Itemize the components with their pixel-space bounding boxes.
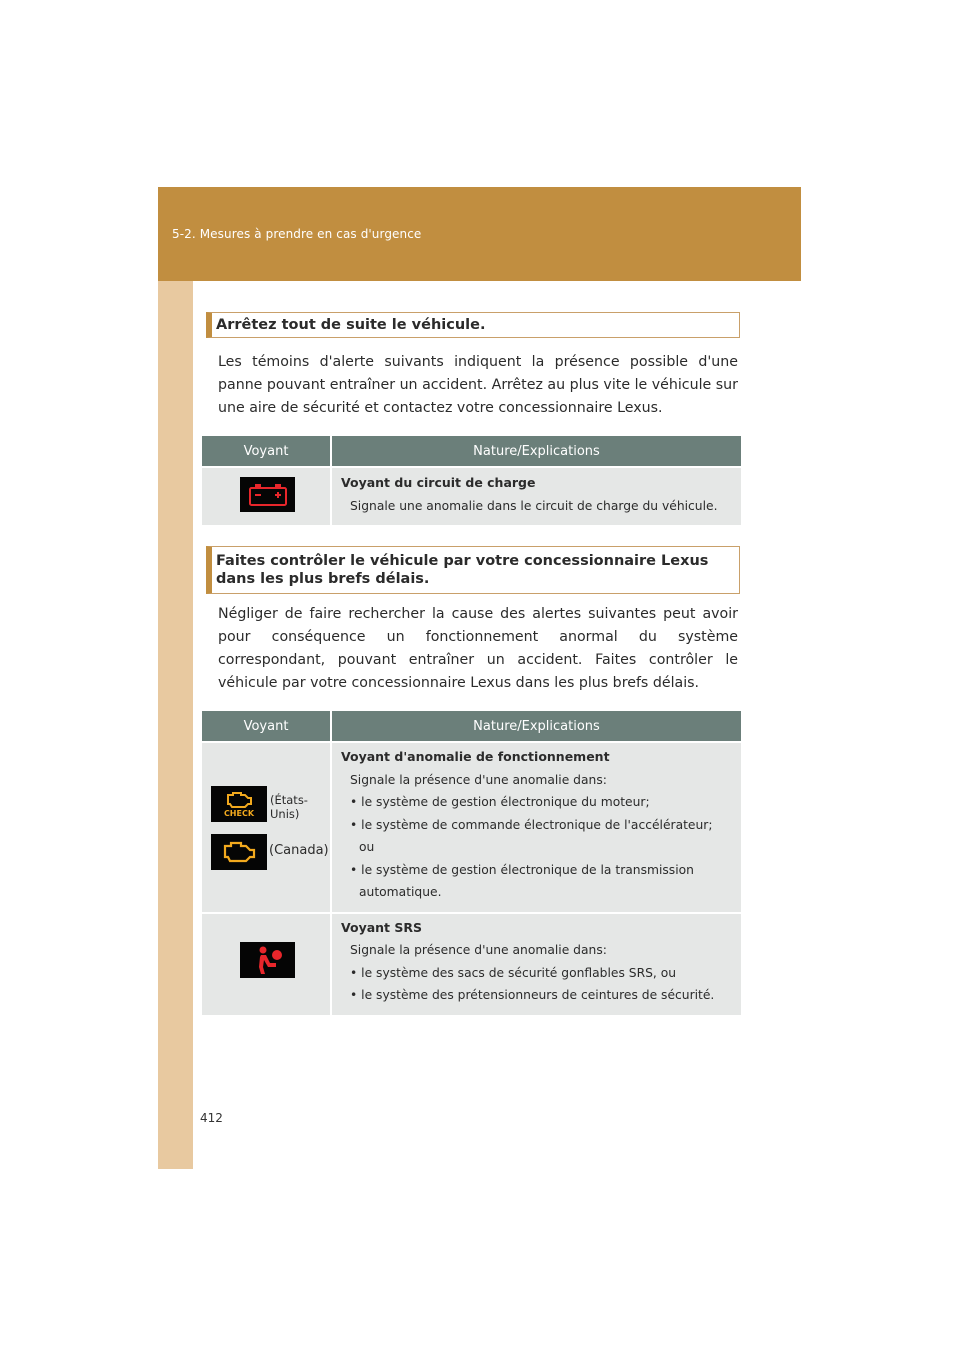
list-item: • le système des prétensionneurs de ceintures de sécurité. bbox=[350, 988, 715, 1002]
check-engine-icon bbox=[211, 786, 267, 822]
section-heading-check: Faites contrôler le véhicule par votre concessionnaire Lexus dans les plus brefs délais. bbox=[206, 546, 740, 594]
lamp-title: Voyant du circuit de charge bbox=[341, 475, 536, 490]
list-item-continuation: automatique. bbox=[359, 885, 442, 899]
list-item-continuation: ou bbox=[359, 840, 375, 854]
table-header-voyant: Voyant bbox=[202, 711, 331, 742]
region-label-canada: (Canada) bbox=[269, 843, 329, 858]
table-row bbox=[202, 913, 741, 1015]
section-paragraph-check: Négliger de faire rechercher la cause des alertes suivantes peut avoir pour conséquence un fonctionnement anormal du système correspondant, pouvant entraîner un accident. Faites contrôler le véhicule par votre concessionnaire Lexus dans les plus brefs délais. bbox=[218, 606, 738, 691]
list-item: • le système de gestion électronique de la transmission bbox=[350, 862, 694, 877]
icon-cell bbox=[202, 467, 331, 525]
description-cell bbox=[331, 913, 741, 1015]
check-text: CHECK bbox=[223, 808, 255, 818]
srs-airbag-icon bbox=[240, 942, 295, 978]
region-label-us: (États-Unis) bbox=[270, 793, 308, 821]
description-cell bbox=[331, 467, 741, 525]
side-margin-band bbox=[158, 281, 193, 1169]
lamp-description: Signale une anomalie dans le circuit de charge du véhicule. bbox=[350, 498, 718, 513]
table-row bbox=[202, 742, 741, 913]
chapter-header bbox=[158, 187, 801, 281]
lamp-intro: Signale la présence d'une anomalie dans: bbox=[350, 943, 607, 957]
icon-cell bbox=[202, 742, 331, 913]
list-item: • le système de gestion électronique du moteur; bbox=[350, 795, 650, 809]
table-header-nature: Nature/Explications bbox=[331, 711, 741, 742]
lamp-title: Voyant SRS bbox=[341, 919, 423, 935]
battery-charge-warning-icon bbox=[240, 477, 295, 512]
description-cell bbox=[331, 742, 741, 913]
warning-table-stop bbox=[202, 436, 741, 525]
icon-cell bbox=[202, 913, 331, 1015]
section-paragraph-stop: Les témoins d'alerte suivants indiquent la présence possible d'une panne pouvant entraîner un accident. Arrêtez au plus vite le véhicule sur une aire de sécurité et contactez votre concessionnaire Lexus. bbox=[218, 354, 738, 416]
warning-table-check bbox=[202, 711, 741, 1015]
table-header-nature: Nature/Explications bbox=[331, 436, 741, 467]
lamp-title: Voyant d'anomalie de fonctionnement bbox=[341, 749, 610, 764]
breadcrumb: 5-2. Mesures à prendre en cas d'urgence bbox=[172, 227, 422, 241]
list-item: • le système des sacs de sécurité gonflables SRS, ou bbox=[350, 965, 677, 980]
table-header-voyant: Voyant bbox=[202, 436, 331, 467]
page-number: 412 bbox=[200, 1111, 223, 1125]
lamp-intro: Signale la présence d'une anomalie dans: bbox=[350, 772, 607, 787]
table-row bbox=[202, 467, 741, 525]
engine-icon bbox=[211, 834, 267, 870]
section-heading-stop: Arrêtez tout de suite le véhicule. bbox=[206, 312, 740, 338]
list-item: • le système de commande électronique de l'accélérateur; bbox=[350, 817, 713, 832]
